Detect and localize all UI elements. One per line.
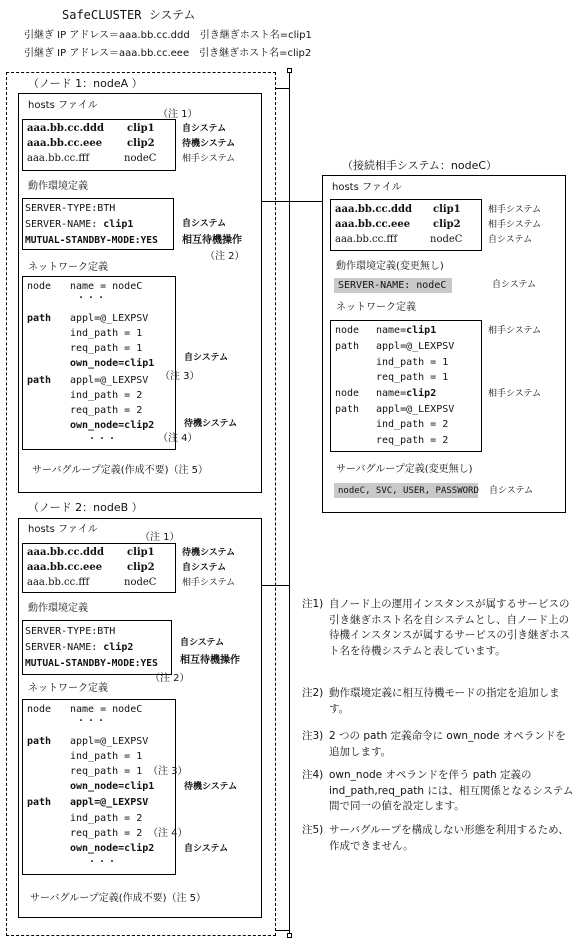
env-line: MUTUAL-STANDBY-MODE:YES	[25, 235, 158, 246]
net-value: appl=@_LEXPSV	[376, 404, 455, 415]
connector-tick	[276, 930, 290, 931]
nodeC-net-label: ネットワーク定義	[336, 302, 416, 313]
net-ellipsis: ・・・	[76, 716, 106, 727]
host-ip: aaa.bb.cc.eee	[27, 562, 103, 573]
host-role: 相手システム	[488, 220, 542, 230]
net-role: 自システム	[184, 353, 229, 363]
net-keyword: node	[27, 281, 52, 292]
nodeC-sg-label: サーバグループ定義(変更無し)	[336, 464, 473, 475]
host-ip: aaa.bb.cc.eee	[27, 138, 103, 149]
nodeA-title: （ノード 1：nodeA ）	[28, 77, 143, 90]
net-value: ind_path = 2	[70, 813, 143, 824]
env-role: 自システム	[182, 219, 227, 229]
nodeB-title: （ノード 2：nodeB ）	[28, 501, 143, 514]
host-ip: aaa.bb.cc.ddd	[335, 204, 413, 215]
env-line: SERVER-TYPE:BTH	[25, 626, 116, 637]
net-note: （注 4）	[148, 828, 188, 839]
net-role: 相手システム	[488, 389, 542, 399]
net-note: （注 3）	[160, 371, 200, 382]
net-keyword: path	[27, 313, 52, 324]
host-name: clip1	[127, 547, 155, 558]
env-line: SERVER-NAME: clip1	[25, 219, 134, 230]
net-value: own_node=clip2	[70, 843, 155, 854]
net-ellipsis: ・・・	[87, 857, 117, 868]
link-nodeB	[262, 585, 290, 586]
net-value: req_path = 1	[376, 372, 449, 383]
nodeA-servergroup: サーバグループ定義(作成不要)（注 5）	[32, 465, 209, 476]
note-label: 注1)	[302, 598, 324, 610]
connector-tick	[276, 88, 290, 89]
nodeB-env-label: 動作環境定義	[28, 603, 88, 614]
net-note: （注 3）	[148, 766, 188, 777]
net-value: ind_path = 1	[70, 328, 143, 339]
note-text: 動作環境定義に相互待機モードの指定を追加します。	[329, 687, 560, 715]
nodeC-env-label: 動作環境定義(変更無し)	[336, 261, 444, 272]
host-name: clip2	[433, 219, 461, 230]
net-value: own_node=clip2	[70, 420, 155, 431]
net-value: appl=@_LEXPSV	[70, 736, 149, 747]
nodeA-net-label: ネットワーク定義	[28, 262, 108, 273]
net-keyword: path	[27, 797, 52, 808]
net-role: 待機システム	[184, 782, 238, 792]
net-value: own_node=clip1	[70, 358, 155, 369]
takeover-line-1: 引継ぎ IP アドレス＝aaa.bb.cc.ddd 引き継ぎホスト名=clip1	[24, 30, 312, 41]
net-keyword: node	[27, 704, 52, 715]
nodeB-servergroup: サーバグループ定義(作成不要)（注 5）	[30, 893, 207, 904]
env-line: MUTUAL-STANDBY-MODE:YES	[25, 658, 158, 669]
env-line: SERVER-NAME: nodeC	[338, 280, 447, 291]
net-ellipsis: ・・・	[87, 434, 117, 445]
net-value: appl=@_LEXPSV	[70, 797, 149, 808]
note-label: 注5)	[302, 824, 324, 836]
net-keyword: node	[335, 388, 360, 399]
net-role: 自システム	[184, 844, 229, 854]
env-line: SERVER-TYPE:BTH	[25, 203, 116, 214]
connector-line-vertical	[289, 73, 290, 933]
net-value: ind_path = 2	[376, 419, 449, 430]
net-value: own_node=clip1	[70, 781, 155, 792]
host-name: clip1	[433, 204, 461, 215]
note-label: 注4)	[302, 769, 324, 781]
host-ip: aaa.bb.cc.ddd	[27, 547, 105, 558]
env-role: 相互待機操作	[180, 655, 240, 666]
host-role: 自システム	[182, 563, 227, 573]
net-role: 待機システム	[184, 419, 238, 429]
host-name: clip1	[127, 123, 155, 134]
net-keyword: path	[27, 736, 52, 747]
net-value: req_path = 2	[376, 435, 449, 446]
note-text: 自ノード上の運用インスタンスが属するサービスの引き継ぎホスト名を自システムとし、自ノード上の待機インスタンスが属するサービスの引き継ぎホスト名を待機システムと表しています。	[329, 598, 570, 657]
net-value: req_path = 1	[70, 766, 143, 777]
host-role: 待機システム	[182, 139, 236, 149]
host-ip: aaa.bb.cc.fff	[27, 577, 90, 588]
host-name: clip2	[127, 562, 155, 573]
net-keyword: path	[335, 341, 360, 352]
env-line: SERVER-NAME: clip2	[25, 642, 134, 653]
nodeA-hosts-note: （注 1）	[158, 109, 198, 120]
nodeA-env-label: 動作環境定義	[28, 181, 88, 192]
net-note: （注 4）	[158, 433, 198, 444]
host-role: 相手システム	[488, 205, 542, 215]
env-note: （注 2）	[150, 673, 190, 684]
net-value: req_path = 2	[70, 405, 143, 416]
host-role: 待機システム	[182, 548, 236, 558]
nodeA-hosts-label: hosts ファイル	[28, 100, 98, 111]
host-ip: aaa.bb.cc.eee	[335, 219, 411, 230]
host-name: nodeC	[124, 153, 157, 164]
net-value: appl=@_LEXPSV	[376, 341, 455, 352]
net-ellipsis: ・・・	[76, 293, 106, 304]
nodeB-net-label: ネットワーク定義	[28, 683, 108, 694]
net-value: name = nodeC	[70, 704, 143, 715]
env-role: 相互待機操作	[182, 235, 242, 246]
note-text: own_node オペランドを伴う path 定義の ind_path,req_path には、相互関係となるシステム間で同一の値を設定します。	[329, 769, 574, 812]
net-value: req_path = 1	[70, 343, 143, 354]
host-role: 相手システム	[182, 154, 236, 164]
net-keyword: path	[27, 375, 52, 386]
net-role: 相手システム	[488, 326, 542, 336]
system-title: SafeCLUSTER システム	[62, 8, 196, 22]
note-label: 注2)	[302, 687, 324, 699]
net-value: appl=@_LEXPSV	[70, 375, 149, 386]
host-role: 自システム	[488, 235, 533, 245]
host-ip: aaa.bb.cc.fff	[335, 234, 398, 245]
host-ip: aaa.bb.cc.ddd	[27, 123, 105, 134]
net-value: name=clip2	[376, 388, 437, 399]
net-keyword: path	[335, 404, 360, 415]
note-text: 2 つの path 定義命令に own_node オペランドを追加します。	[329, 730, 566, 758]
nodeC-title: （接続相手システム：nodeC）	[342, 159, 498, 172]
host-name: nodeC	[124, 577, 157, 588]
net-keyword: node	[335, 325, 360, 336]
net-value: name=clip1	[376, 325, 437, 336]
nodeC-net-box	[330, 320, 482, 452]
sg-value: nodeC, SVC, USER, PASSWORD	[338, 486, 479, 496]
env-role: 自システム	[492, 280, 537, 290]
net-value: appl=@_LEXPSV	[70, 313, 149, 324]
net-value: name = nodeC	[70, 281, 143, 292]
host-role: 自システム	[182, 124, 227, 134]
sg-role: 自システム	[489, 486, 534, 496]
connector-handle-bottom	[287, 933, 292, 938]
net-value: ind_path = 1	[376, 357, 449, 368]
host-name: nodeC	[430, 234, 463, 245]
note-label: 注3)	[302, 730, 324, 742]
net-value: req_path = 2	[70, 828, 143, 839]
env-note: （注 2）	[205, 251, 245, 262]
host-ip: aaa.bb.cc.fff	[27, 153, 90, 164]
nodeB-hosts-note: （注 1）	[140, 532, 180, 543]
note-text: サーバグループを構成しない形態を利用するため、作成できません。	[329, 824, 569, 852]
takeover-line-2: 引継ぎ IP アドレス＝aaa.bb.cc.eee 引き継ぎホスト名=clip2	[24, 48, 312, 59]
net-value: ind_path = 1	[70, 751, 143, 762]
net-value: ind_path = 2	[70, 390, 143, 401]
nodeC-hosts-label: hosts ファイル	[332, 182, 402, 193]
host-name: clip2	[127, 138, 155, 149]
nodeB-hosts-label: hosts ファイル	[28, 524, 98, 535]
host-role: 相手システム	[182, 578, 236, 588]
link-nodeA-nodeC	[262, 201, 322, 202]
env-role: 自システム	[180, 638, 225, 648]
